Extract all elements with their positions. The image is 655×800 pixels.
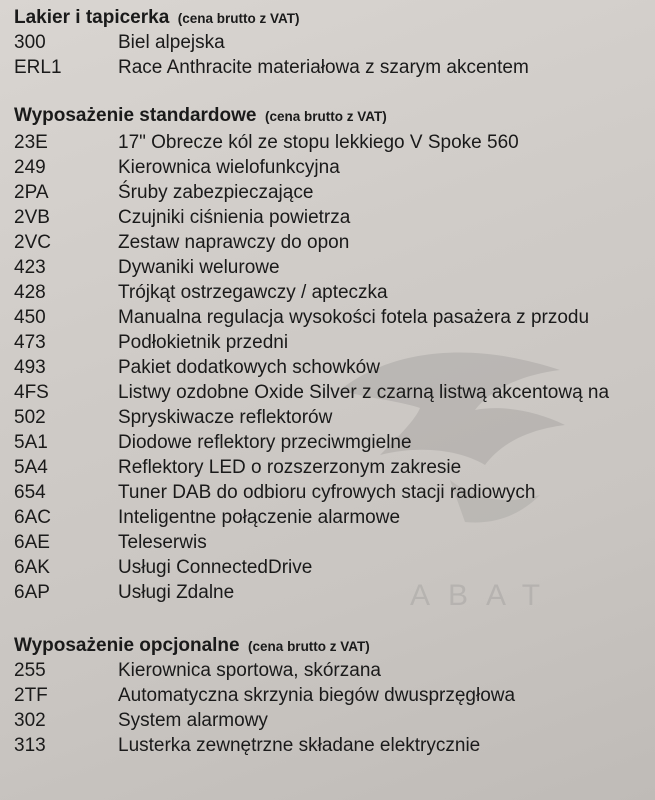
list-item xyxy=(14,405,655,430)
item-code: 302 xyxy=(14,710,46,731)
list-item xyxy=(14,708,655,733)
item-code: 5A4 xyxy=(14,457,48,478)
list-item xyxy=(14,230,655,255)
list-item xyxy=(14,180,655,205)
list-item xyxy=(14,683,655,708)
section-title: Wyposażenie opcjonalne xyxy=(14,635,240,656)
section-standard-equipment xyxy=(14,104,655,605)
item-code: 4FS xyxy=(14,382,49,403)
item-code: 6AK xyxy=(14,557,50,578)
item-description: Śruby zabezpieczające xyxy=(118,182,314,203)
item-description: Reflektory LED o rozszerzonym zakresie xyxy=(118,457,462,478)
item-code: 6AP xyxy=(14,582,50,603)
list-item xyxy=(14,480,655,505)
item-code: 23E xyxy=(14,132,48,153)
item-description: System alarmowy xyxy=(118,710,268,731)
item-description: Podłokietnik przedni xyxy=(118,332,289,353)
section-price-note: (cena brutto z VAT) xyxy=(264,109,387,124)
list-item xyxy=(14,580,655,605)
list-item xyxy=(14,555,655,580)
item-code: 313 xyxy=(14,735,46,756)
item-description: Race Anthracite materiałowa z szarym akcentem xyxy=(118,57,529,78)
item-description: Inteligentne połączenie alarmowe xyxy=(118,507,401,528)
item-description: Dywaniki welurowe xyxy=(118,257,280,278)
item-description: Usługi ConnectedDrive xyxy=(118,557,313,578)
list-item xyxy=(14,505,655,530)
section-title: Wyposażenie standardowe xyxy=(14,105,257,126)
item-description: Trójkąt ostrzegawczy / apteczka xyxy=(118,282,388,303)
section-optional-equipment xyxy=(14,634,655,758)
list-item xyxy=(14,455,655,480)
list-item xyxy=(14,30,655,55)
item-description: Diodowe reflektory przeciwmgielne xyxy=(118,432,412,453)
item-code: 2PA xyxy=(14,182,49,203)
item-code: ERL1 xyxy=(14,57,62,78)
list-item xyxy=(14,733,655,758)
item-description: Spryskiwacze reflektorów xyxy=(118,407,333,428)
item-description: Pakiet dodatkowych schowków xyxy=(118,357,380,378)
item-code: 654 xyxy=(14,482,46,503)
item-code: 300 xyxy=(14,32,46,53)
item-code: 6AC xyxy=(14,507,51,528)
list-item xyxy=(14,355,655,380)
list-item xyxy=(14,530,655,555)
item-description: Tuner DAB do odbioru cyfrowych stacji radiowych xyxy=(118,482,536,503)
list-item xyxy=(14,155,655,180)
item-description: Czujniki ciśnienia powietrza xyxy=(118,207,351,228)
item-description: Listwy ozdobne Oxide Silver z czarną listwą akcentową na xyxy=(118,382,610,403)
item-description: Manualna regulacja wysokości fotela pasażera z przodu xyxy=(118,307,590,328)
item-code: 2TF xyxy=(14,685,48,706)
list-item xyxy=(14,430,655,455)
item-code: 423 xyxy=(14,257,46,278)
item-code: 473 xyxy=(14,332,46,353)
item-code: 502 xyxy=(14,407,46,428)
item-description: Lusterka zewnętrzne składane elektrycznie xyxy=(118,735,481,756)
item-description: Teleserwis xyxy=(118,532,207,553)
list-item xyxy=(14,280,655,305)
section-price-note: (cena brutto z VAT) xyxy=(177,11,300,26)
item-description: Biel alpejska xyxy=(118,32,225,53)
section-header xyxy=(14,6,655,30)
item-code: 249 xyxy=(14,157,46,178)
item-code: 493 xyxy=(14,357,46,378)
item-description: 17" Obrecze kól ze stopu lekkiego V Spoke 560 xyxy=(118,132,519,153)
list-item xyxy=(14,658,655,683)
section-header xyxy=(14,634,655,658)
section-price-note: (cena brutto z VAT) xyxy=(248,639,370,654)
item-code: 255 xyxy=(14,660,46,681)
item-description: Kierownica wielofunkcyjna xyxy=(118,157,340,178)
list-item xyxy=(14,255,655,280)
list-item xyxy=(14,130,655,155)
list-item xyxy=(14,55,655,80)
list-item xyxy=(14,330,655,355)
section-paint-upholstery xyxy=(14,6,655,80)
item-description: Automatyczna skrzynia biegów dwusprzęgłowa xyxy=(118,685,516,706)
item-description: Kierownica sportowa, skórzana xyxy=(118,660,381,681)
section-title: Lakier i tapicerka xyxy=(14,7,170,28)
item-code: 450 xyxy=(14,307,46,328)
item-code: 6AE xyxy=(14,532,50,553)
list-item xyxy=(14,205,655,230)
item-code: 428 xyxy=(14,282,46,303)
item-code: 5A1 xyxy=(14,432,48,453)
watermark-text: ABAT xyxy=(410,579,559,612)
list-item xyxy=(14,305,655,330)
item-code: 2VB xyxy=(14,207,50,228)
item-description: Usługi Zdalne xyxy=(118,582,235,603)
section-header xyxy=(14,104,655,128)
item-description: Zestaw naprawczy do opon xyxy=(118,232,350,253)
list-item xyxy=(14,380,655,405)
item-code: 2VC xyxy=(14,232,51,253)
